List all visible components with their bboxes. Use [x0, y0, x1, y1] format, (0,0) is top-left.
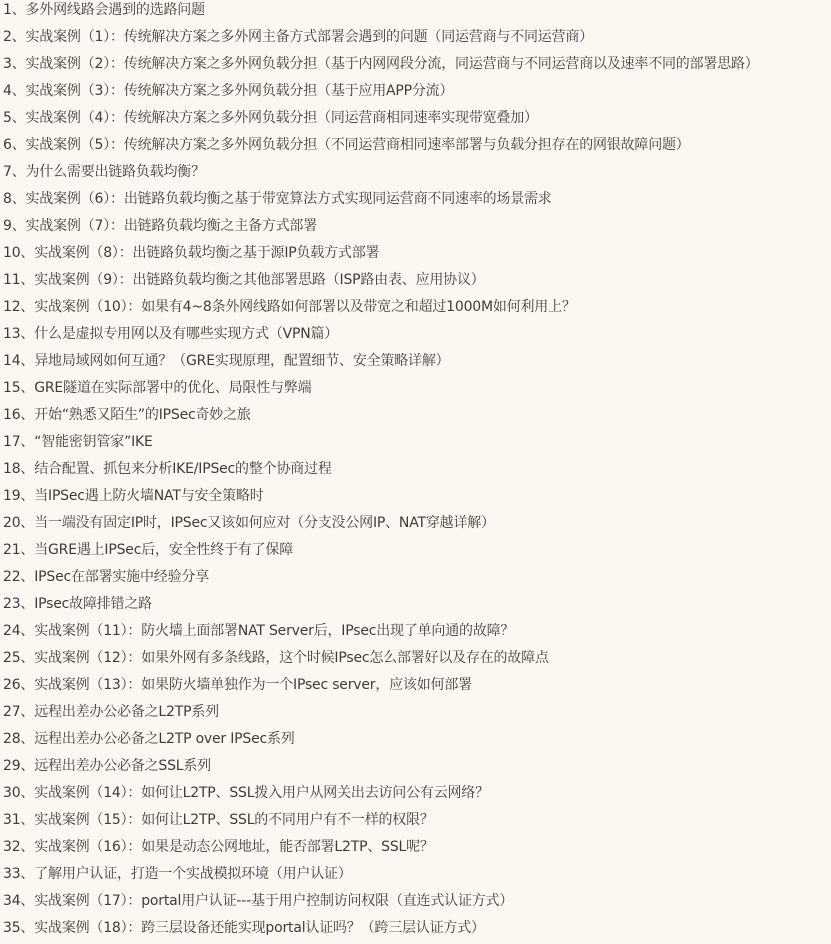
list-item: 32、实战案例（16）：如果是动态公网地址，能否部署L2TP、SSL呢？ — [3, 839, 434, 855]
list-item: 29、远程出差办公必备之SSL系列 — [3, 758, 211, 774]
list-item: 8、实战案例（6）：出链路负载均衡之基于带宽算法方式实现同运营商不同速率的场景需求 — [3, 191, 552, 207]
list-item: 18、结合配置、抓包来分析IKE/IPSec的整个协商过程 — [3, 461, 332, 477]
list-item: 11、实战案例（9）：出链路负载均衡之其他部署思路（ISP路由表、应用协议） — [3, 272, 485, 288]
list-item: 23、IPsec故障排错之路 — [3, 596, 152, 612]
list-item: 30、实战案例（14）：如何让L2TP、SSL拨入用户从网关出去访问公有云网络？ — [3, 785, 489, 801]
list-item: 19、当IPSec遇上防火墙NAT与安全策略时 — [3, 488, 264, 504]
list-item: 27、远程出差办公必备之L2TP系列 — [3, 704, 219, 720]
list-item: 16、开始“熟悉又陌生”的IPSec奇妙之旅 — [3, 407, 251, 423]
list-item: 17、“智能密钥管家”IKE — [3, 434, 153, 450]
list-item: 10、实战案例（8）：出链路负载均衡之基于源IP负载方式部署 — [3, 245, 380, 261]
list-item: 21、当GRE遇上IPSec后，安全性终于有了保障 — [3, 542, 294, 558]
list-item: 35、实战案例（18）：跨三层设备还能实现portal认证吗？（跨三层认证方式） — [3, 920, 485, 936]
list-item: 5、实战案例（4）：传统解决方案之多外网负载分担（同运营商相同速率实现带宽叠加） — [3, 110, 538, 126]
list-item: 14、异地局域网如何互通？（GRE实现原理，配置细节、安全策略详解） — [3, 353, 450, 369]
list-item: 12、实战案例（10）：如果有4~8条外网线路如何部署以及带宽之和超过1000M如何利用上？ — [3, 299, 576, 315]
list-item: 33、了解用户认证，打造一个实战模拟环境（用户认证） — [3, 866, 352, 882]
list-item: 24、实战案例（11）：防火墙上面部署NAT Server后，IPsec出现了单向通的故障？ — [3, 623, 515, 639]
list-item: 4、实战案例（3）：传统解决方案之多外网负载分担（基于应用APP分流） — [3, 83, 454, 99]
list-item: 31、实战案例（15）：如何让L2TP、SSL的不同用户有不一样的权限？ — [3, 812, 434, 828]
list-item: 25、实战案例（12）：如果外网有多条线路，这个时候IPsec怎么部署好以及存在的故障点 — [3, 650, 549, 666]
list-item: 3、实战案例（2）：传统解决方案之多外网负载分担（基于内网网段分流，同运营商与不同运营商以及速率不同的部署思路） — [3, 56, 759, 72]
list-item: 9、实战案例（7）：出链路负载均衡之主备方式部署 — [3, 218, 318, 234]
list-item: 15、GRE隧道在实际部署中的优化、局限性与弊端 — [3, 380, 312, 396]
list-item: 2、实战案例（1）：传统解决方案之多外网主备方式部署会遇到的问题（同运营商与不同运营商） — [3, 29, 594, 45]
list-item: 26、实战案例（13）：如果防火墙单独作为一个IPsec server，应该如何部署 — [3, 677, 472, 693]
list-item: 7、为什么需要出链路负载均衡？ — [3, 164, 205, 180]
list-item: 20、当一端没有固定IP时，IPSec又该如何应对（分支没公网IP、NAT穿越详解） — [3, 515, 495, 531]
list-item: 34、实战案例（17）：portal用户认证---基于用户控制访问权限（直连式认证方式） — [3, 893, 514, 909]
list-item: 1、多外网线路会遇到的选路问题 — [3, 2, 205, 18]
list-item: 28、远程出差办公必备之L2TP over IPSec系列 — [3, 731, 295, 747]
list-item: 13、什么是虚拟专用网以及有哪些实现方式（VPN篇） — [3, 326, 339, 342]
list-item: 22、IPSec在部署实施中经验分享 — [3, 569, 209, 585]
list-item: 6、实战案例（5）：传统解决方案之多外网负载分担（不同运营商相同速率部署与负载分担存在的网银故障问题） — [3, 137, 690, 153]
